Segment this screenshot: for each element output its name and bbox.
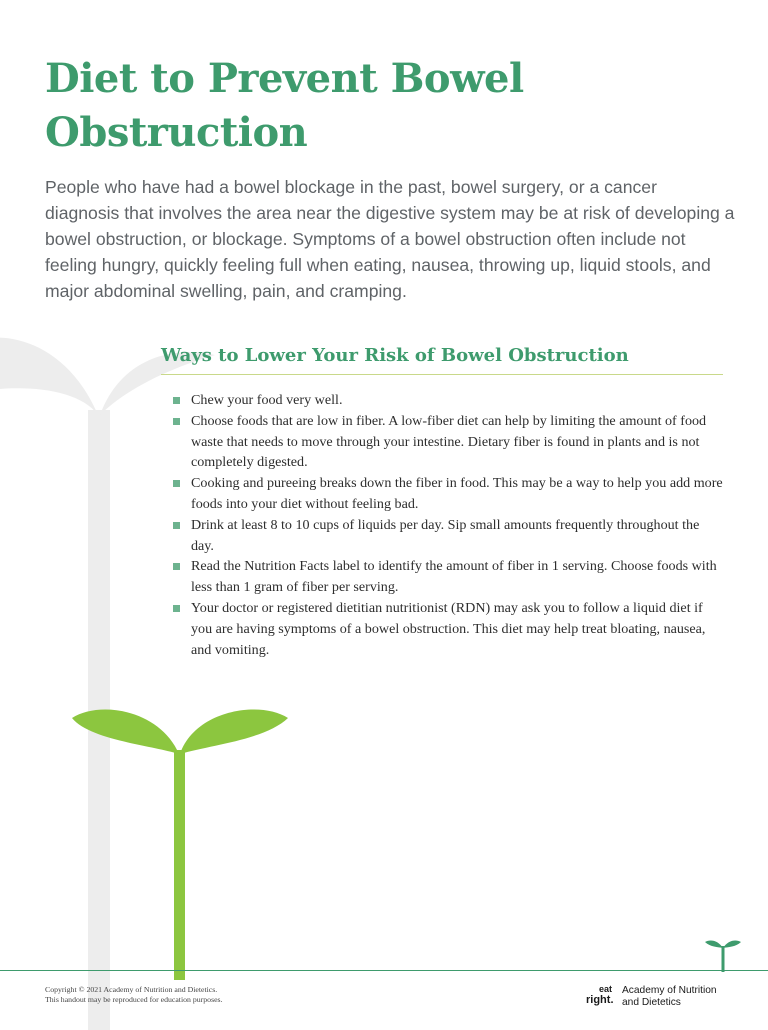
reproduction-note: This handout may be reproduced for education purposes.	[45, 995, 223, 1004]
logo-right: right.	[586, 994, 614, 1006]
academy-logo	[586, 984, 736, 1012]
tip-text: Your doctor or registered dietitian nutritionist (RDN) may ask you to follow a liquid diet if you are having symptoms of a bowel obstruction. This diet may help treat bloating, nausea, and vomiting.	[191, 599, 706, 658]
copyright-line: Copyright © 2021 Academy of Nutrition and Dietetics.	[45, 985, 218, 994]
footer-divider	[0, 970, 768, 971]
list-item	[173, 515, 725, 557]
logo-eat: eat	[599, 984, 613, 994]
tip-text: Chew your food very well.	[191, 392, 343, 408]
square-bullet-icon	[173, 480, 180, 487]
list-item	[173, 598, 725, 660]
tips-list	[173, 390, 725, 660]
tip-text: Cooking and pureeing breaks down the fiber in food. This may be a way to help you add more foods into your diet without feeling bad.	[191, 475, 723, 512]
square-bullet-icon	[173, 418, 180, 425]
sprout-icon	[704, 938, 742, 972]
list-item	[173, 411, 725, 473]
org-line-2: and Dietetics	[622, 997, 681, 1008]
tip-text: Read the Nutrition Facts label to identify the amount of fiber in 1 serving. Choose foods with less than 1 gram of fiber per serving.	[191, 558, 717, 596]
list-item	[173, 473, 725, 515]
list-item	[173, 390, 725, 411]
list-item	[173, 556, 725, 598]
tip-text: Drink at least 8 to 10 cups of liquids per day. Sip small amounts frequently throughout the day.	[191, 516, 700, 554]
page-title: Diet to Prevent Bowel Obstruction	[45, 55, 524, 156]
section-heading: Ways to Lower Your Risk of Bowel Obstruction	[161, 343, 723, 375]
logo-org-name	[622, 985, 717, 1009]
intro-paragraph: People who have had a bowel blockage in the past, bowel surgery, or a cancer diagnosis that involves the area near the digestive system may be at risk of developing a bowel obstruction, or blockage. Symptoms of a bowel obstruction often include not feeling hungry, quickly feeling full when eating, nausea, throwing up, liquid stools, and major abdominal swelling, pain, and cramping.	[45, 177, 735, 301]
square-bullet-icon	[173, 605, 180, 612]
tip-text: Choose foods that are low in fiber. A low-fiber diet can help by limiting the amount of food waste that needs to move through your intestine. Dietary fiber is found in plants and is not completely digested.	[191, 412, 707, 471]
square-bullet-icon	[173, 397, 180, 404]
copyright-notice	[45, 985, 375, 1005]
org-line-1: Academy of Nutrition	[622, 985, 717, 996]
square-bullet-icon	[173, 563, 180, 570]
green-sprout-illustration	[60, 690, 300, 980]
square-bullet-icon	[173, 522, 180, 529]
